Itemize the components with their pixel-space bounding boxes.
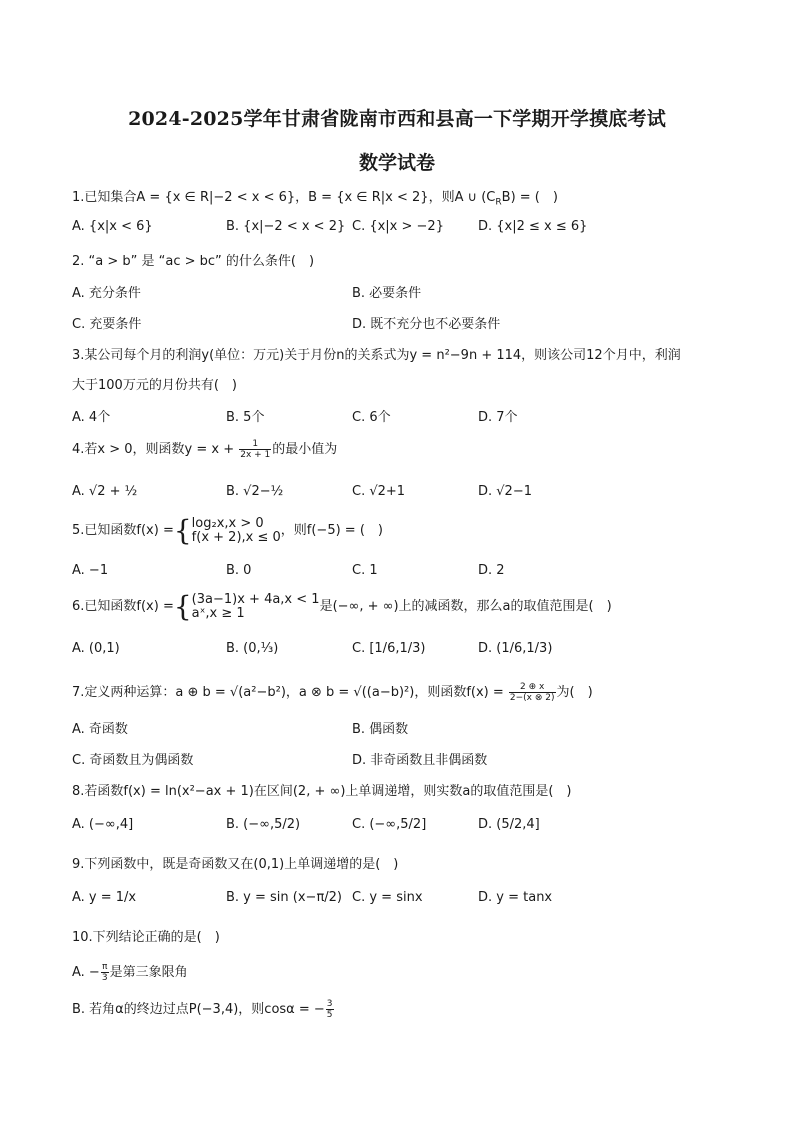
q4-option-d[interactable]: D. √2−1 <box>478 484 532 499</box>
q3-option-a[interactable]: A. 4个 <box>72 410 111 425</box>
q10-option-a-fraction: $\frac{\pi}{3}$ <box>101 962 108 983</box>
question-4-fraction: $\frac{1}{2x + 1}$ <box>240 439 271 460</box>
piecewise-brace: { <box>173 590 192 623</box>
q9-option-c[interactable]: C. y = sinx <box>352 890 423 905</box>
question-10: 10.下列结论正确的是( ) <box>72 930 220 945</box>
question-6-post: 是(−∞, + ∞)上的减函数，那么a的取值范围是( ) <box>319 599 612 614</box>
q3-option-c[interactable]: C. 6个 <box>352 410 391 425</box>
q9-option-b[interactable]: B. y = sin (x−π/2) <box>226 890 342 905</box>
exam-title: 2024-2025学年甘肃省陇南市西和县高一下学期开学摸底考试 <box>128 108 666 130</box>
exam-subtitle: 数学试卷 <box>358 152 435 174</box>
q6-option-d[interactable]: D. (1/6,1/3) <box>478 641 553 656</box>
q6-option-a[interactable]: A. (0,1) <box>72 641 120 656</box>
question-5 <box>72 514 383 547</box>
question-7-post: 为( ) <box>556 685 593 700</box>
question-6-cases: (3a−1)x + 4a,x < 1 aˣ,x ≥ 1 <box>191 591 320 621</box>
question-1-text: 1.已知集合A = {x ∈ R|−2 < x < 6}，B = {x ∈ R|x < 2}，则A ∪ (C <box>72 190 496 205</box>
q7-option-c[interactable]: C. 奇函数且为偶函数 <box>72 753 194 768</box>
q4-option-c[interactable]: C. √2+1 <box>352 484 406 499</box>
question-4 <box>72 438 337 460</box>
q1-option-c[interactable]: C. {x|x > −2} <box>352 219 444 234</box>
question-3-line2: 大于100万元的月份共有( ) <box>72 378 237 393</box>
question-6-pre: 6.已知函数f(x) = <box>72 599 174 614</box>
q5-option-c[interactable]: C. 1 <box>352 563 378 578</box>
q1-option-d[interactable]: D. {x|2 ≤ x ≤ 6} <box>478 219 588 234</box>
q10-option-b-fraction: $\frac{3}{5}$ <box>326 999 333 1020</box>
q2-option-c[interactable]: C. 充要条件 <box>72 317 142 332</box>
q7-option-a[interactable]: A. 奇函数 <box>72 722 128 737</box>
q2-option-d[interactable]: D. 既不充分也不必要条件 <box>352 317 501 332</box>
question-5-post: ，则f(−5) = ( ) <box>280 523 383 538</box>
question-7-text: 7.定义两种运算：a ⊕ b = √(a²−b²)，a ⊗ b = √((a−b)²)，则函数f(x) = <box>72 685 508 700</box>
q10-option-a[interactable]: A. − $\frac{\pi}{3}$ 是第三象限角 <box>72 962 188 983</box>
q9-option-a[interactable]: A. y = 1/x <box>72 890 137 905</box>
q10-option-b[interactable]: B. 若角α的终边过点P(−3,4)，则cosα = − $\frac{3}{5}$ <box>72 999 333 1020</box>
question-4-pre: 4.若x > 0，则函数y = x + <box>72 442 239 457</box>
question-2: 2. “a > b” 是 “ac > bc” 的什么条件( ) <box>72 254 315 269</box>
q1-option-b[interactable]: B. {x|−2 < x < 2} <box>226 219 346 234</box>
q1-option-a[interactable]: A. {x|x < 6} <box>72 219 153 234</box>
question-5-cases: log₂x,x > 0 f(x + 2),x ≤ 0 <box>191 515 281 545</box>
q6-option-b[interactable]: B. (0,⅓) <box>226 641 279 656</box>
q6-option-c[interactable]: C. [1/6,1/3) <box>352 641 426 656</box>
q9-option-d[interactable]: D. y = tanx <box>478 890 553 905</box>
q3-option-b[interactable]: B. 5个 <box>226 410 265 425</box>
q5-option-a[interactable]: A. −1 <box>72 563 109 578</box>
q8-option-b[interactable]: B. (−∞,5/2) <box>226 817 301 832</box>
q8-option-d[interactable]: D. (5/2,4] <box>478 817 540 832</box>
question-1-tail: B) = ( ) <box>501 190 558 205</box>
question-5-pre: 5.已知函数f(x) = <box>72 523 174 538</box>
question-6 <box>72 590 612 623</box>
question-7-fraction: $\frac{2 \oplus x}{2-(x \otimes 2)}$ <box>509 682 555 703</box>
question-9: 9.下列函数中，既是奇函数又在(0,1)上单调递增的是( ) <box>72 857 399 872</box>
q4-option-a[interactable]: A. √2 + ½ <box>72 484 138 499</box>
question-3-line1: 3.某公司每个月的利润y(单位：万元)关于月份n的关系式为y = n²−9n + 114，则该公司12个月中，利润 <box>72 348 681 363</box>
question-4-post: 的最小值为 <box>272 442 338 457</box>
question-7 <box>72 681 593 703</box>
q7-option-b[interactable]: B. 偶函数 <box>352 722 409 737</box>
piecewise-brace: { <box>173 514 192 547</box>
q3-option-d[interactable]: D. 7个 <box>478 410 518 425</box>
q5-option-d[interactable]: D. 2 <box>478 563 505 578</box>
q2-option-a[interactable]: A. 充分条件 <box>72 286 141 301</box>
q7-option-d[interactable]: D. 非奇函数且非偶函数 <box>352 753 488 768</box>
q8-option-a[interactable]: A. (−∞,4] <box>72 817 134 832</box>
complement-subscript: R <box>495 197 502 208</box>
q2-option-b[interactable]: B. 必要条件 <box>352 286 422 301</box>
question-8: 8.若函数f(x) = ln(x²−ax + 1)在区间(2, + ∞)上单调递增，则实数a的取值范围是( ) <box>72 784 572 799</box>
q8-option-c[interactable]: C. (−∞,5/2] <box>352 817 427 832</box>
question-1 <box>72 186 558 208</box>
q5-option-b[interactable]: B. 0 <box>226 563 252 578</box>
q4-option-b[interactable]: B. √2−½ <box>226 484 284 499</box>
